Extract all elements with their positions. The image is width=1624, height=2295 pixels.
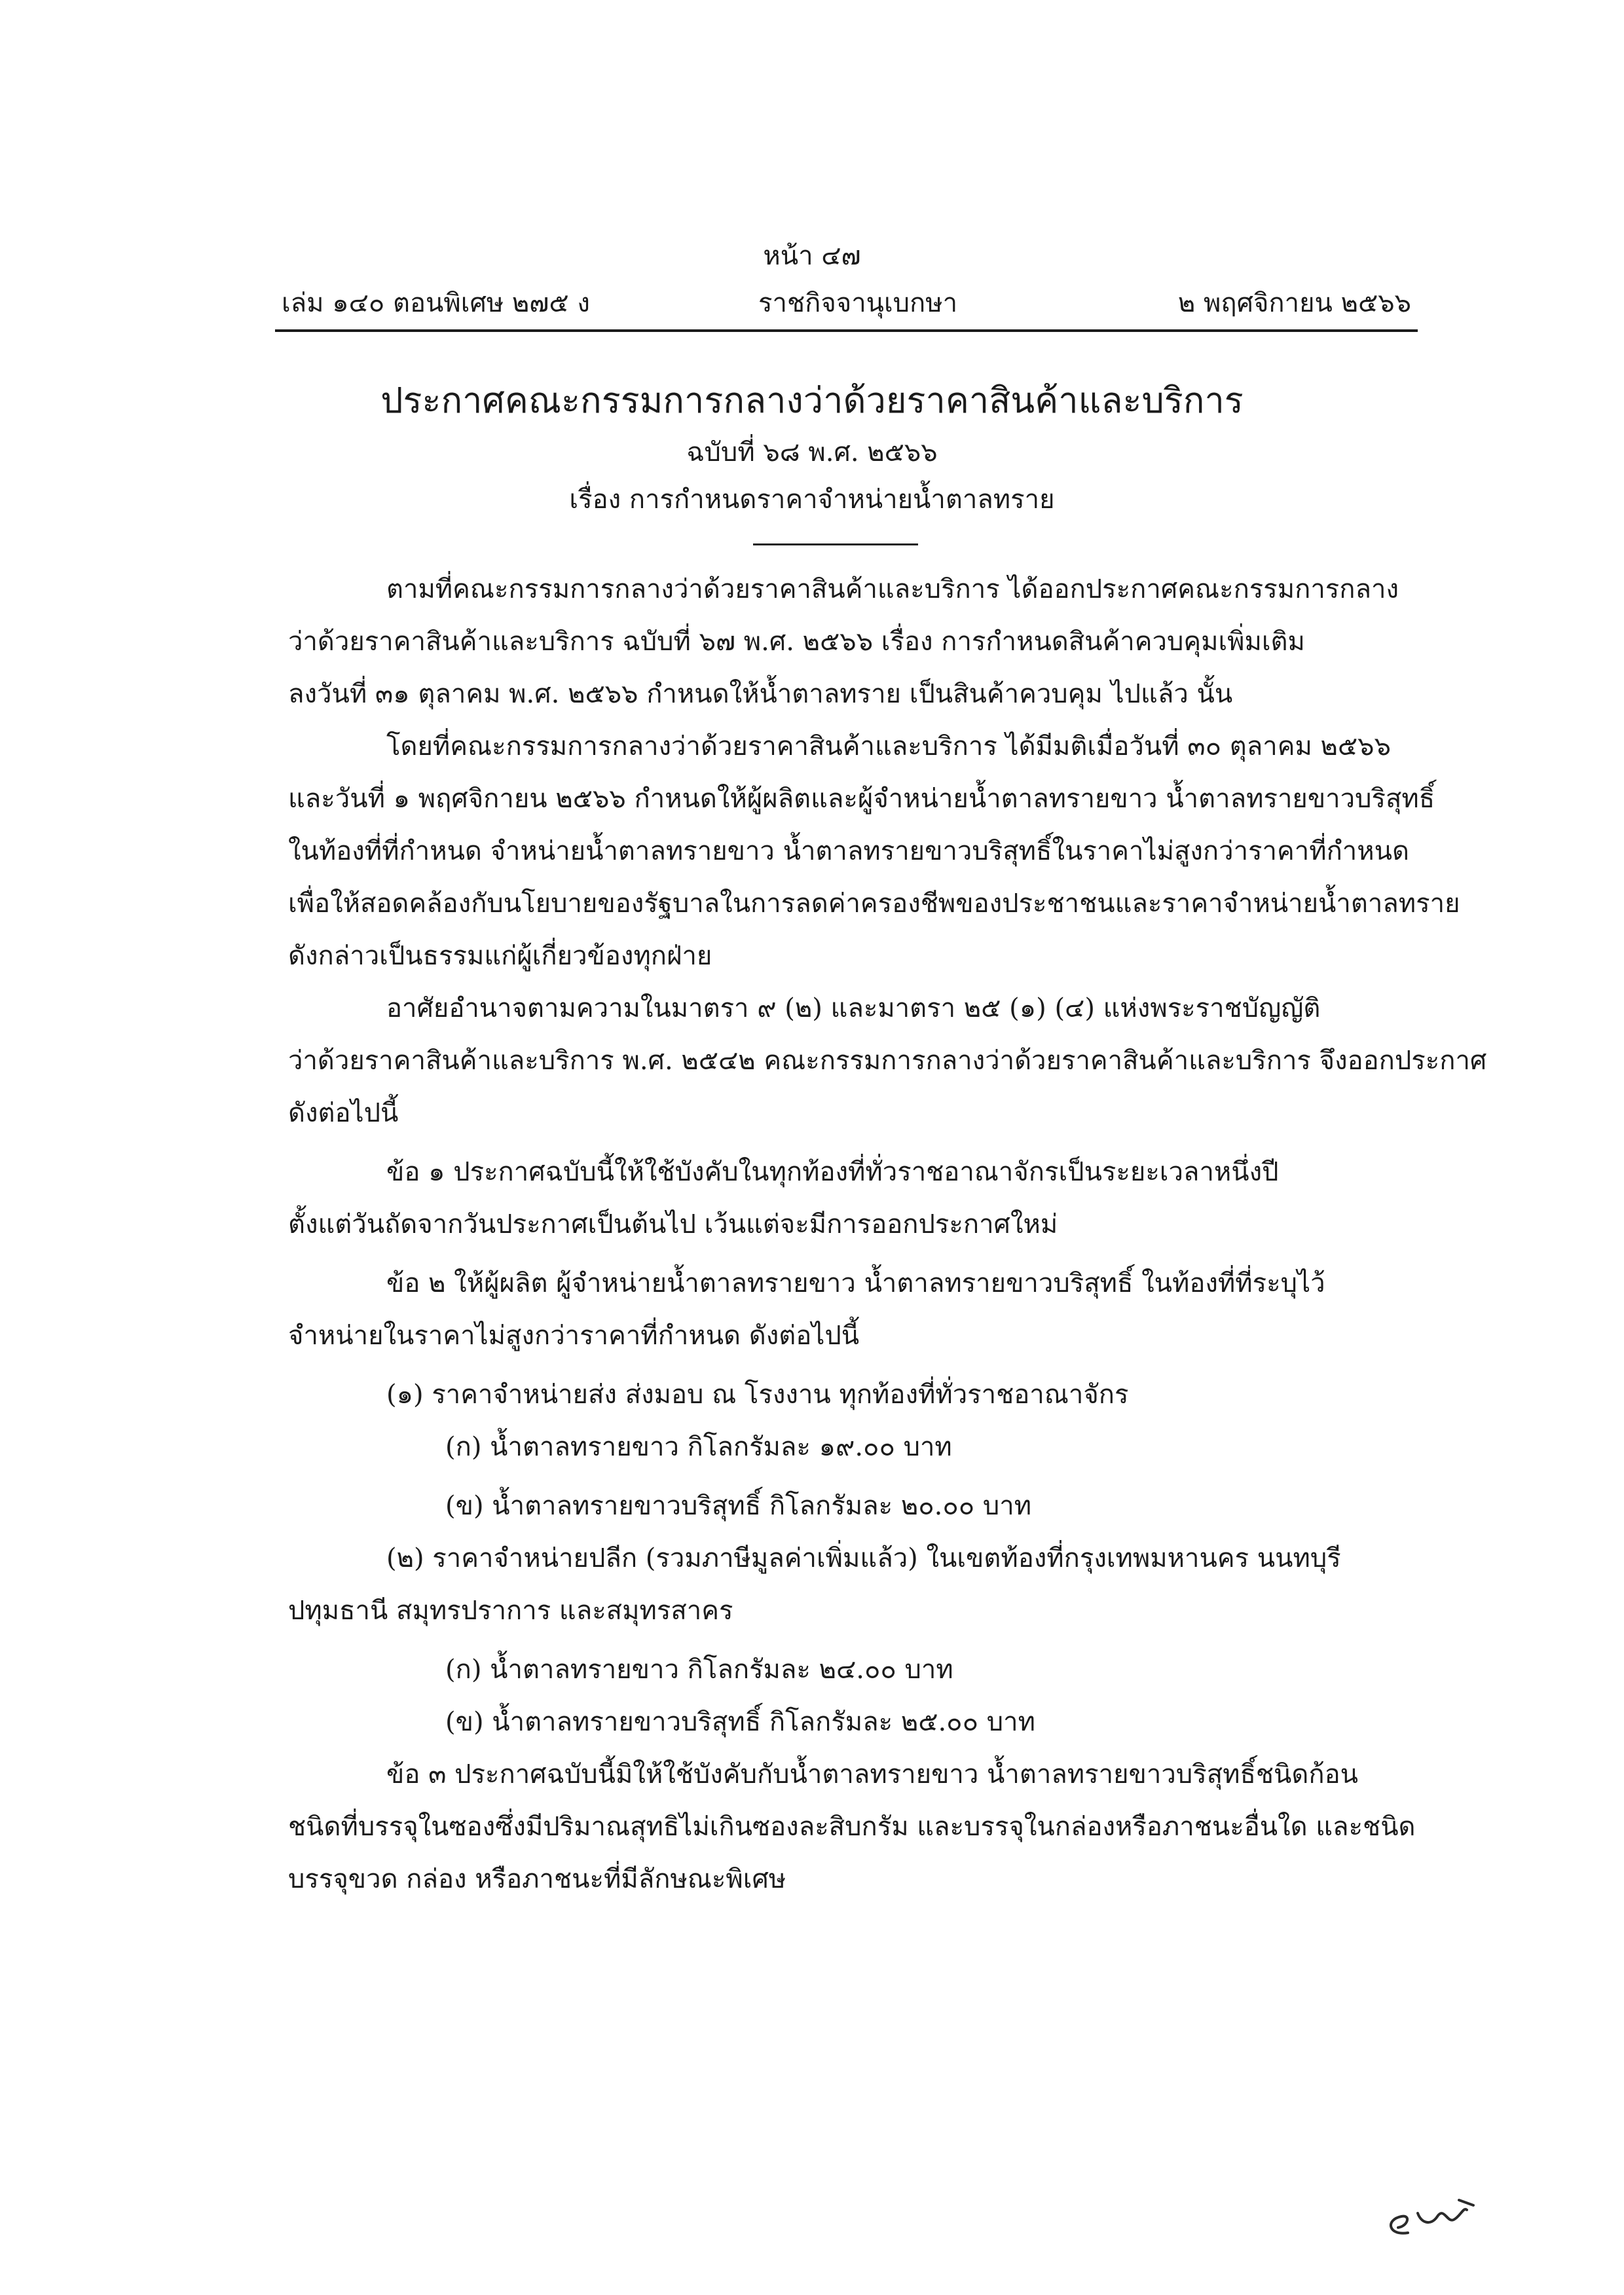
body-line: เพื่อให้สอดคล้องกับนโยบายของรัฐบาลในการลดค่าครองชีพของประชาชนและราคาจำหน่ายน้ำตาลทราย xyxy=(288,889,1460,919)
body-line: (ข) น้ำตาลทรายขาวบริสุทธิ์ กิโลกรัมละ ๒๕.๐๐ บาท xyxy=(445,1707,1035,1737)
body-line: บรรจุขวด กล่อง หรือภาชนะที่มีลักษณะพิเศษ xyxy=(288,1864,786,1894)
document-title: ประกาศคณะกรรมการกลางว่าด้วยราคาสินค้าและบริการ xyxy=(380,380,1244,421)
body-line: (ข) น้ำตาลทรายขาวบริสุทธิ์ กิโลกรัมละ ๒๐.๐๐ บาท xyxy=(445,1491,1032,1521)
body-line: โดยที่คณะกรรมการกลางว่าด้วยราคาสินค้าและบริการ ได้มีมติเมื่อวันที่ ๓๐ ตุลาคม ๒๕๖๖ xyxy=(386,731,1391,762)
body-line: (๑) ราคาจำหน่ายส่ง ส่งมอบ ณ โรงงาน ทุกท้องที่ทั่วราชอาณาจักร xyxy=(386,1380,1129,1410)
body-line: ชนิดที่บรรจุในซองซึ่งมีปริมาณสุทธิไม่เกินซองละสิบกรัม และบรรจุในกล่องหรือภาชนะอื่นใด และชนิด xyxy=(288,1812,1416,1842)
publication-date: ๒ พฤศจิกายน ๒๕๖๖ xyxy=(1177,288,1411,318)
body-line: ในท้องที่ที่กำหนด จำหน่ายน้ำตาลทรายขาว น้ำตาลทรายขาวบริสุทธิ์ในราคาไม่สูงกว่าราคาที่กำหนด xyxy=(288,836,1409,866)
gazette-header xyxy=(275,282,1418,321)
initials-signature xyxy=(1382,2187,1486,2246)
body-line: ดังต่อไปนี้ xyxy=(288,1098,399,1128)
body-line: ตามที่คณะกรรมการกลางว่าด้วยราคาสินค้าและบริการ ได้ออกประกาศคณะกรรมการกลาง xyxy=(386,574,1399,604)
title-divider xyxy=(753,543,918,545)
body-line: อาศัยอำนาจตามความในมาตรา ๙ (๒) และมาตรา ๒๕ (๑) (๔) แห่งพระราชบัญญัติ xyxy=(386,993,1321,1023)
document-number: ฉบับที่ ๖๘ พ.ศ. ๒๕๖๖ xyxy=(686,437,938,468)
document-subject: เรื่อง การกำหนดราคาจำหน่ายน้ำตาลทราย xyxy=(569,485,1055,515)
body-line: ข้อ ๑ ประกาศฉบับนี้ให้ใช้บังคับในทุกท้องที่ทั่วราชอาณาจักรเป็นระยะเวลาหนึ่งปี xyxy=(386,1157,1279,1187)
body-line: ตั้งแต่วันถัดจากวันประกาศเป็นต้นไป เว้นแต่จะมีการออกประกาศใหม่ xyxy=(288,1209,1058,1239)
body-line: (ก) น้ำตาลทรายขาว กิโลกรัมละ ๑๙.๐๐ บาท xyxy=(445,1432,952,1462)
body-line: (๒) ราคาจำหน่ายปลีก (รวมภาษีมูลค่าเพิ่มแล้ว) ในเขตท้องที่กรุงเทพมหานคร นนทบุรี xyxy=(386,1543,1341,1573)
body-line: จำหน่ายในราคาไม่สูงกว่าราคาที่กำหนด ดังต่อไปนี้ xyxy=(288,1321,860,1351)
body-line: ข้อ ๓ ประกาศฉบับนี้มิให้ใช้บังคับกับน้ำตาลทรายขาว น้ำตาลทรายขาวบริสุทธิ์ชนิดก้อน xyxy=(386,1759,1358,1790)
body-line: ดังกล่าวเป็นธรรมแก่ผู้เกี่ยวข้องทุกฝ่าย xyxy=(288,941,712,971)
page-number: หน้า ๔๗ xyxy=(763,241,861,271)
volume-issue: เล่ม ๑๔๐ ตอนพิเศษ ๒๗๕ ง xyxy=(282,288,590,318)
body-line: และวันที่ ๑ พฤศจิกายน ๒๕๖๖ กำหนดให้ผู้ผลิตและผู้จำหน่ายน้ำตาลทรายขาว น้ำตาลทรายขาวบริสุทธิ์ xyxy=(288,784,1435,814)
body-line: ว่าด้วยราคาสินค้าและบริการ ฉบับที่ ๖๗ พ.ศ. ๒๕๖๖ เรื่อง การกำหนดสินค้าควบคุมเพิ่มเติม xyxy=(288,627,1305,657)
body-line: ปทุมธานี สมุทรปราการ และสมุทรสาคร xyxy=(288,1596,733,1626)
body-line: ว่าด้วยราคาสินค้าและบริการ พ.ศ. ๒๕๔๒ คณะกรรมการกลางว่าด้วยราคาสินค้าและบริการ จึงออกประกาศ xyxy=(288,1046,1487,1076)
body-line: (ก) น้ำตาลทรายขาว กิโลกรัมละ ๒๔.๐๐ บาท xyxy=(445,1655,953,1685)
header-divider xyxy=(275,329,1418,332)
gazette-name: ราชกิจจานุเบกษา xyxy=(758,288,958,318)
body-line: ลงวันที่ ๓๑ ตุลาคม พ.ศ. ๒๕๖๖ กำหนดให้น้ำตาลทราย เป็นสินค้าควบคุม ไปแล้ว นั้น xyxy=(288,679,1233,709)
body-line: ข้อ ๒ ให้ผู้ผลิต ผู้จำหน่ายน้ำตาลทรายขาว น้ำตาลทรายขาวบริสุทธิ์ ในท้องที่ที่ระบุไว้ xyxy=(386,1268,1325,1298)
